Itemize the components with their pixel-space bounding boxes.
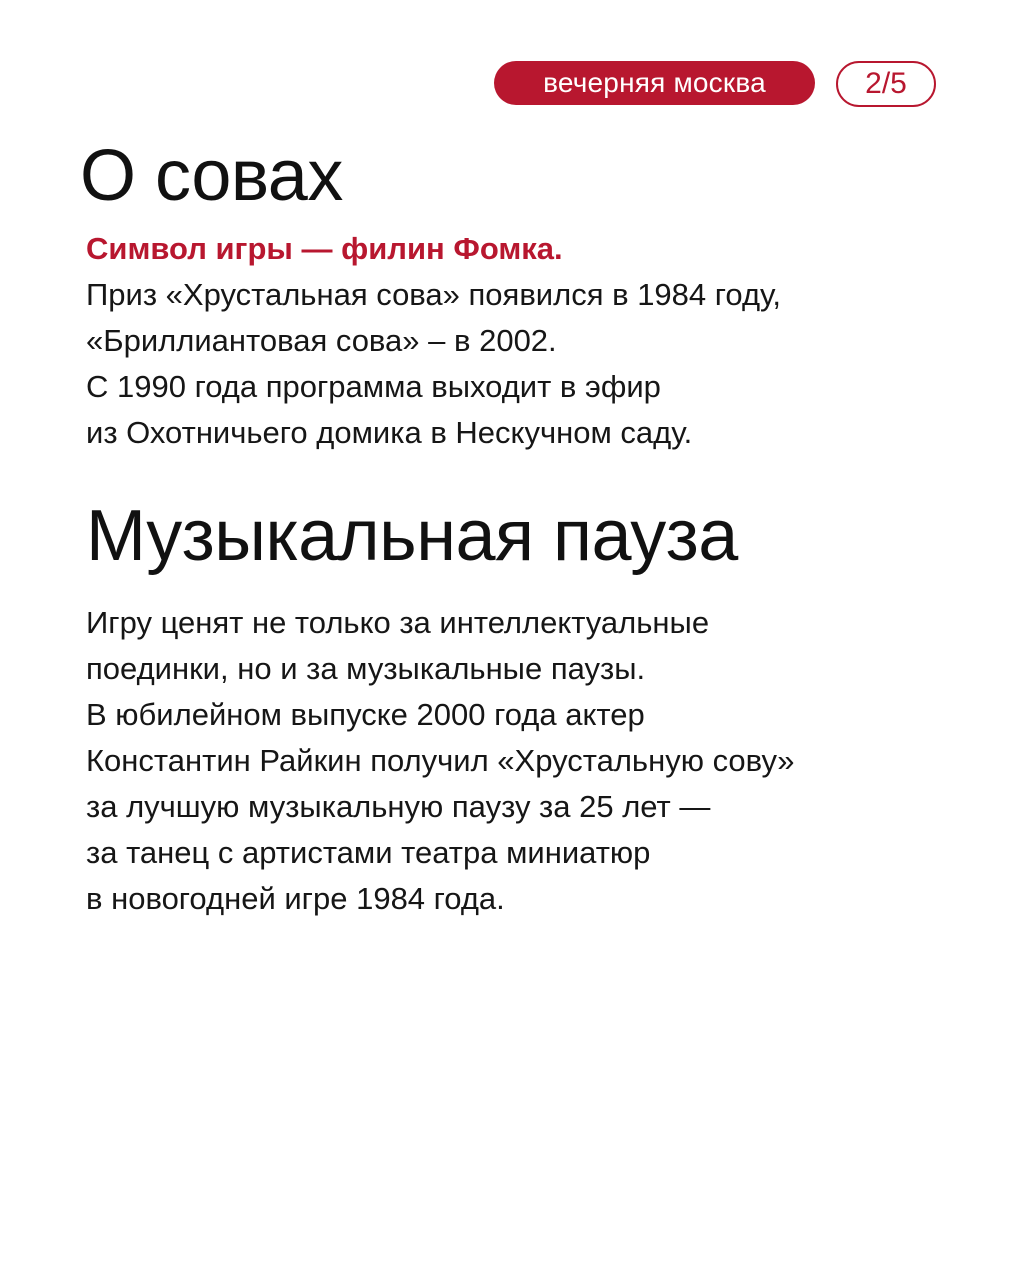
music-line: поединки, но и за музыкальные паузы. [86,651,646,686]
owls-section [80,136,966,456]
music-line: за лучшую музыкальную паузу за 25 лет — [86,789,711,824]
owls-line: Приз «Хрустальная сова» появился в 1984 году, [86,277,782,312]
owls-line: С 1990 года программа выходит в эфир [86,369,661,404]
music-line: за танец с артистами театра миниатюр [86,835,651,870]
music-line: В юбилейном выпуске 2000 года актер [86,697,645,732]
music-line: Константин Райкин получил «Хрустальную сову» [86,743,795,778]
owls-line: «Бриллиантовая сова» – в 2002. [86,323,557,358]
music-body [86,600,966,922]
music-line: в новогодней игре 1984 года. [86,881,505,916]
owls-lead: Символ игры — филин Фомка. [86,231,563,266]
music-line: Игру ценят не только за интеллектуальные [86,605,710,640]
owls-line: из Охотничьего домика в Нескучном саду. [86,415,693,450]
brand-badge: вечерняя москва [494,61,815,105]
owls-body [86,272,966,456]
page-counter: 2/5 [836,61,936,107]
music-section [86,496,966,922]
music-heading: Музыкальная пауза [86,496,738,576]
owls-heading: О совах [80,136,343,216]
